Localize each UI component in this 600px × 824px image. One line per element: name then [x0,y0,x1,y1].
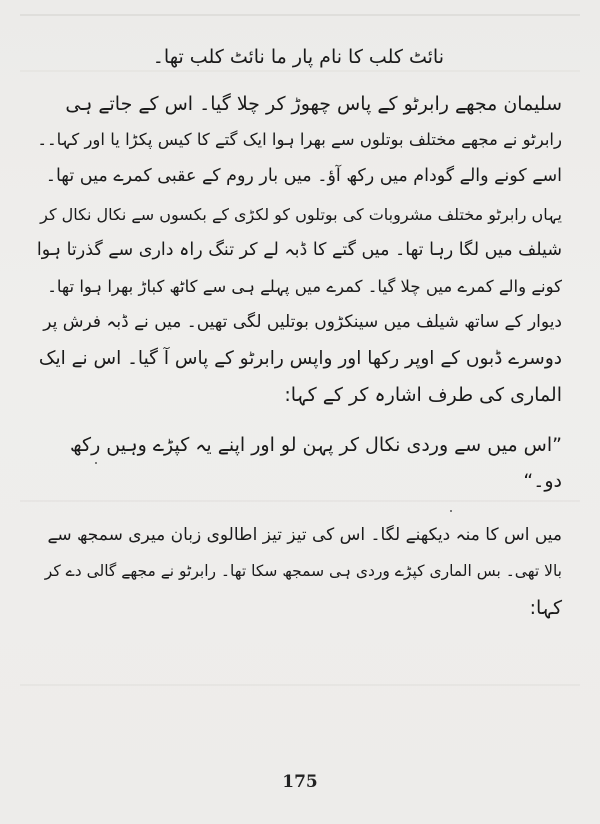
show-through-line [20,500,580,502]
show-through-line [20,684,580,686]
text-line: یہاں رابرٹو مختلف مشروبات کی بوتلوں کو لکڑی کے بکسوں سے نکال نکال کر [40,205,562,224]
ink-speck [450,510,452,512]
text-line: نائٹ کلب کا نام پار ما نائٹ کلب تھا۔ [152,46,444,68]
ink-speck [95,462,97,464]
text-line: میں اس کا منہ دیکھنے لگا۔ اس کی تیز تیز اطالوی زبان میری سمجھ سے [47,525,562,545]
text-line: کونے والے کمرے میں چلا گیا۔ کمرے میں پہلے ہی سے کاٹھ کباڑ بھرا ہوا تھا۔ [47,277,562,296]
text-line: کہا: [529,597,562,619]
text-line: شیلف میں لگا رہا تھا۔ میں گتے کا ڈبہ لے کر تنگ راہ داری سے گذرتا ہوا [36,240,562,260]
text-line: الماری کی طرف اشارہ کر کے کہا: [284,384,562,406]
page-number: 175 [282,772,318,792]
text-line: رابرٹو نے مجھے مختلف بوتلوں سے بھرا ہوا ایک گتے کا کیس پکڑا یا اور کہا۔۔ [37,130,562,149]
show-through-line [20,70,580,72]
text-line: اسے کونے والے گودام میں رکھ آؤ۔ میں بار روم کے عقبی کمرے میں تھا۔ [45,166,562,186]
text-line: بالا تھی۔ بس الماری کپڑے وردی ہی سمجھ سکا تھا۔ رابرٹو نے مجھے گالی دے کر [44,562,562,580]
show-through-line [20,14,580,16]
text-line: دیوار کے ساتھ شیلف میں سینکڑوں بوتلیں لگی تھیں۔ میں نے ڈبہ فرش پر [43,312,562,332]
text-line: دو۔“ [523,470,562,492]
text-line: دوسرے ڈبوں کے اوپر رکھا اور واپس رابرٹو کے پاس آ گیا۔ اس نے ایک [38,348,562,369]
text-line: ”اس میں سے وردی نکال کر پہن لو اور اپنے یہ کپڑے وہیں رکھ [70,434,562,456]
text-line: سلیمان مجھے رابرٹو کے پاس چھوڑ کر چلا گیا۔ اس کے جاتے ہی [65,93,562,115]
